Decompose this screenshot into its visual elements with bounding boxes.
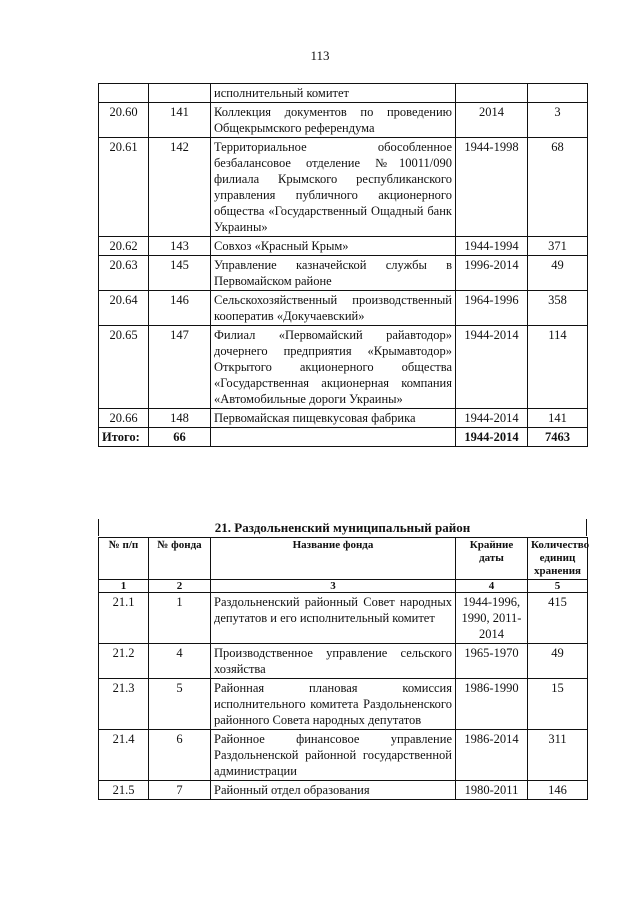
table-row [99,644,588,679]
col-number: 4 [456,580,528,593]
fond-number: 146 [149,291,211,326]
total-dates: 1944-2014 [456,428,528,447]
table-row [99,409,588,428]
fond-number: 145 [149,256,211,291]
fond-number: 4 [149,644,211,679]
date-range: 2014 [456,103,528,138]
fond-name: Сельскохозяйственный производственный кооператив «Докучаевский» [211,291,456,326]
fond-name: Первомайская пищевкусовая фабрика [211,409,456,428]
header-fond-number: № фонда [149,538,211,580]
date-range [456,84,528,103]
col-number: 5 [528,580,588,593]
date-range: 1944-1994 [456,237,528,256]
archive-table-section-21 [98,537,588,800]
table-row [99,291,588,326]
header-number: № п/п [99,538,149,580]
unit-count: 141 [528,409,588,428]
date-range: 1986-1990 [456,679,528,730]
fond-name: Производственное управление сельского хозяйства [211,644,456,679]
table-row [99,679,588,730]
total-unit-count: 7463 [528,428,588,447]
table-row [99,730,588,781]
empty-cell [211,428,456,447]
unit-count: 311 [528,730,588,781]
section-heading: 21. Раздольненский муниципальный район [98,519,587,536]
unit-count: 371 [528,237,588,256]
col-number: 3 [211,580,456,593]
page-number: 113 [310,48,330,63]
table-row [99,593,588,644]
unit-count: 49 [528,256,588,291]
fond-name: Филиал «Первомайский райавтодор» дочернего предприятия «Крымавтодор» Открытого акционерного общества «Государственная акционерная компания «Автомобильные дороги Украины» [211,326,456,409]
fond-name: Районное финансовое управление Раздольненской районной государственной администрации [211,730,456,781]
date-range: 1996-2014 [456,256,528,291]
column-number-row [99,580,588,593]
fond-name: Коллекция документов по проведению Общекрымского референдума [211,103,456,138]
fond-number: 141 [149,103,211,138]
unit-count: 358 [528,291,588,326]
date-range: 1944-2014 [456,326,528,409]
header-dates: Крайние даты [456,538,528,580]
fond-name: Районная плановая комиссия исполнительного комитета Раздольненского районного Совета народных депутатов [211,679,456,730]
row-number: 20.62 [99,237,149,256]
table-row [99,84,588,103]
row-number: 21.3 [99,679,149,730]
date-range: 1986-2014 [456,730,528,781]
header-count: Количество единиц хранения [528,538,588,580]
total-fond-count: 66 [149,428,211,447]
date-range: 1980-2011 [456,781,528,800]
unit-count: 146 [528,781,588,800]
row-number: 21.1 [99,593,149,644]
fond-number: 6 [149,730,211,781]
row-number: 21.2 [99,644,149,679]
row-number [99,84,149,103]
fond-number: 143 [149,237,211,256]
row-number: 20.66 [99,409,149,428]
fond-name: Раздольненский районный Совет народных депутатов и его исполнительный комитет [211,593,456,644]
date-range: 1964-1996 [456,291,528,326]
fond-number: 5 [149,679,211,730]
table-row [99,781,588,800]
fond-number: 147 [149,326,211,409]
date-range: 1944-2014 [456,409,528,428]
table-row [99,103,588,138]
fond-number: 7 [149,781,211,800]
row-number: 20.63 [99,256,149,291]
date-range: 1944-1998 [456,138,528,237]
unit-count: 3 [528,103,588,138]
fond-number [149,84,211,103]
table-row [99,237,588,256]
date-range: 1944-1996, 1990, 2011-2014 [456,593,528,644]
total-row [99,428,588,447]
fond-number: 1 [149,593,211,644]
total-label: Итого: [99,428,149,447]
unit-count [528,84,588,103]
row-number: 21.4 [99,730,149,781]
row-number: 20.65 [99,326,149,409]
unit-count: 114 [528,326,588,409]
unit-count: 68 [528,138,588,237]
fond-name: Районный отдел образования [211,781,456,800]
row-number: 20.60 [99,103,149,138]
table-row [99,256,588,291]
table-row [99,138,588,237]
fond-name: исполнительный комитет [211,84,456,103]
fond-number: 142 [149,138,211,237]
unit-count: 415 [528,593,588,644]
row-number: 21.5 [99,781,149,800]
table-row [99,326,588,409]
fond-number: 148 [149,409,211,428]
header-fond-name: Название фонда [211,538,456,580]
col-number: 1 [99,580,149,593]
table-header-row [99,538,588,580]
row-number: 20.64 [99,291,149,326]
unit-count: 49 [528,644,588,679]
fond-name: Управление казначейской службы в Первомайском районе [211,256,456,291]
col-number: 2 [149,580,211,593]
date-range: 1965-1970 [456,644,528,679]
row-number: 20.61 [99,138,149,237]
fond-name: Совхоз «Красный Крым» [211,237,456,256]
archive-table-section-20 [98,83,588,447]
unit-count: 15 [528,679,588,730]
fond-name: Территориальное обособленное безбалансовое отделение №10011/090 филиала Крымского республиканского управления публичного акционерного общества «Государственный Ощадный банк Украины» [211,138,456,237]
